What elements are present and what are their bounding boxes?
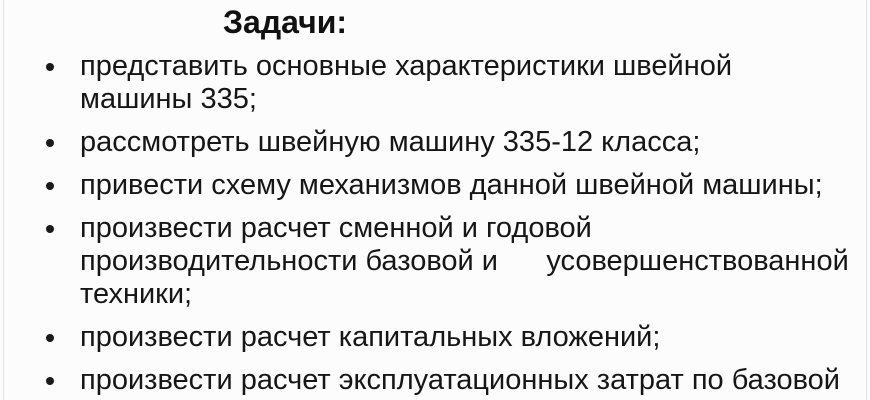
bullet-item-4 xyxy=(0,212,870,311)
bullet-line: машины 335; xyxy=(80,83,257,115)
bullet-line: рассмотреть швейную машину 335-12 класса; xyxy=(80,126,701,158)
bullet-item-5 xyxy=(0,321,870,354)
bullet-line: производительности базовой и усовершенствованной xyxy=(80,245,849,277)
bullet-line: привести схему механизмов данной швейной машины; xyxy=(80,169,823,201)
bullet-item-2 xyxy=(0,126,870,159)
bullet-item-3 xyxy=(0,169,870,202)
bullet-item-1 xyxy=(0,50,870,116)
bullet-icon xyxy=(46,139,54,147)
bullet-list xyxy=(0,50,870,400)
bullet-item-6 xyxy=(0,364,870,397)
bullet-line: представить основные характеристики швейной xyxy=(80,50,733,82)
bullet-icon xyxy=(46,377,54,385)
bullet-icon xyxy=(46,63,54,71)
bullet-line: произвести расчет эксплуатационных затрат по базовой xyxy=(80,364,840,396)
slide-title: Задачи: xyxy=(223,4,348,40)
bullet-icon xyxy=(46,334,54,342)
bullet-line: произвести расчет сменной и годовой xyxy=(80,212,592,244)
bullet-line: произвести расчет капитальных вложений; xyxy=(80,321,661,353)
bullet-line: техники; xyxy=(80,278,193,310)
bullet-icon xyxy=(46,182,54,190)
bullet-icon xyxy=(46,225,54,233)
